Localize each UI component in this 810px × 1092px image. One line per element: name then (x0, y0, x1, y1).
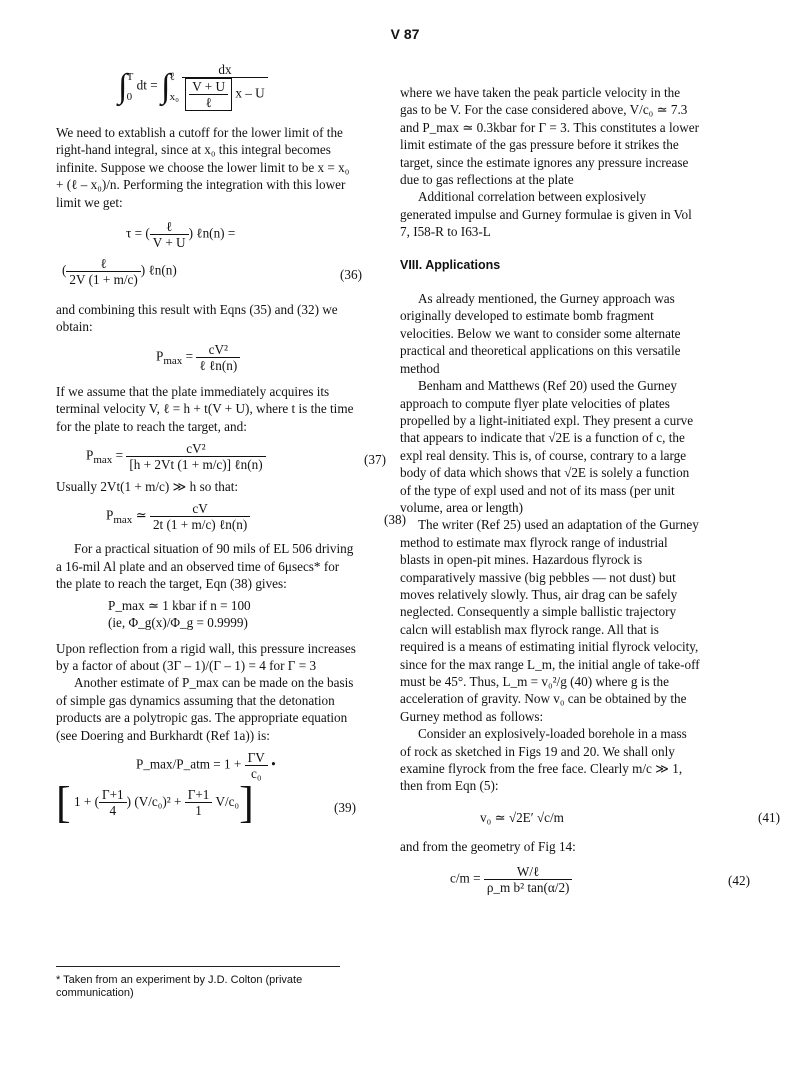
paragraph: and combining this result with Eqns (35) and (32) we obtain: (56, 302, 338, 335)
equation-42: c/m = $\frac{\text{W/ℓ}}{\text{ρ\_m b² tan(α/2)}}$ (42) (450, 863, 750, 895)
equation-number: (42) (728, 872, 750, 888)
equation-pmax: $P_{max}$ = $\frac{\text{cV²}}{\text{ℓ ℓn(n)}}$ (56, 342, 456, 373)
paragraph: where we have taken the peak particle velocity in the gas to be V. For the case considered above, V/c₀ ≃ 7.3 and P_max ≃ 0.3kbar for Γ = 3. This constitutes a lower limit estimate of the gas pressure before it strikes the target, since the estimate ignores any pressure increase due to gas reflections at the plate (400, 85, 699, 188)
paragraph: We need to extablish a cutoff for the lower limit of the right-hand integral, since at x₀ this integral becomes infinite. Suppose we choose the lower limit to be x = x₀ + (ℓ – x₀)/n. Performing the integration with this lower limit we get: (56, 125, 350, 210)
result-line: P_max ≃ 1 kbar if n = 100 (108, 597, 251, 613)
equation-number: (39) (334, 799, 356, 815)
equation-36: ( $\frac{\text{ℓ}}{2V (1 + m/c)}$ ) ℓn(n) (36) (62, 256, 362, 288)
paragraph: If we assume that the plate immediately acquires its terminal velocity V, ℓ = h + t(V + U), where t is the time for the plate to reach the target, and: (56, 383, 354, 434)
equation-39a: P_max/P_atm = 1 + $\frac{\Gamma V}{\text{c₀}}$ • (136, 749, 276, 781)
paragraph: Usually 2Vt(1 + m/c) ≫ h so that: (56, 479, 239, 495)
left-column (56, 62, 406, 827)
equation-number: (36) (340, 267, 362, 283)
equation-38: $P_{max}$ ≃ $\frac{cV}{\text{2t (1 + m/c) ℓn(n)}}$ (38) (106, 501, 406, 533)
paragraph: Consider an explosively-loaded borehole in a mass of rock as sketched in Figs 19 and 20. We shall only examine flyrock from the free face. Clearly m/c ≫ 1, then from Eqn (5): (400, 726, 687, 794)
paragraph: As already mentioned, the Gurney approach was originally developed to estimate bomb fragment velocities. Below we want to consider some alternate practical and theoretical applications on this versatile method (400, 291, 681, 376)
equation-41: v₀ ≃ √2E′ √c/m (41) (480, 809, 780, 825)
right-column (400, 84, 780, 895)
equation-37: $P_{max}$ = $\frac{\text{cV²}}{\text{[h + 2Vt (1 + m/c)] ℓn(n)}}$ (37) (86, 441, 386, 473)
result-line: (ie, Φ_g(x)/Φ_g = 0.9999) (108, 615, 248, 631)
paragraph: Upon reflection from a rigid wall, this pressure increases by a factor of about (3Γ – 1)/(Γ – 1) = 4 for Γ = 3 (56, 640, 356, 673)
paragraph: Benham and Matthews (Ref 20) used the Gurney approach to compute flyer plate velocities of plates propelled by a light-initiated expl. They present a curve that appears to indicate that √2E is a function of c, the expl real density. This is, of course, contrary to a large body of data which shows that √2E is solely a function of the type of expl used and not of its mass (per unit volume, area or length) (400, 378, 694, 515)
paragraph: Another estimate of P_max can be made on the basis of simple gas dynamics assuming that the detonation products are a polytropic gas. The appropriate equation (see Doering and Burkhardt (Ref 1a)) is: (56, 675, 354, 743)
paragraph: Additional correlation between explosively generated impulse and Gurney formulae is given in Vol 7, I58-R to I63-L (400, 189, 692, 240)
equation-39b: [ 1 + ( $\frac{\Gamma+1}{4}$ ) (V/c₀)² + $\frac{\Gamma+1}{1}$ V/c₀] (39) (56, 777, 356, 827)
page-number: V 87 (390, 26, 420, 42)
equation-tau: τ = ( $\frac{\text{ℓ}}{V + U}$ ) ℓn(n) = (126, 219, 236, 251)
equation-number: (38) (384, 512, 406, 528)
footnote: * Taken from an experiment by J.D. Colton (private communication) (56, 974, 303, 999)
equation-number: (37) (364, 452, 386, 468)
integrand-fraction: dx $\frac{V + U}{\text{ℓ}}$ x – U (182, 62, 267, 111)
paragraph: The writer (Ref 25) used an adaptation of the Gurney method to estimate max flyrock range of industrial blasts in open-pit mines. Hazardous flyrock is comparatively massive (big pebbles — not dust) but moves relatively slowly. Thus, air drag can be safely neglected. Consequently a simple ballistic trajectory calcn will establish max flyrock range. All that is required is a means of estimating initial flyrock velocity, since for the max range L_m, the initial angle of take-off must be 45°. Thus, L_m = v₀²/g (40) where g is the acceleration of gravity. Now v₀ can be obtained by the Gurney method as follows: (400, 517, 700, 724)
paragraph: For a practical situation of 90 mils of EL 506 driving a 16-mil Al plate and an observed time of 6μsecs* for the plate to reach the target, Eqn (38) gives: (56, 541, 354, 592)
footnote-divider (56, 966, 340, 967)
equation-number: (41) (758, 809, 780, 825)
section-heading: VIII. Applications (400, 257, 501, 272)
equation-integral: ∫ T 0 dt = ∫ ℓ x₀ dx $\frac{V + U}{\text{ℓ}}$ x – U (56, 62, 418, 124)
paragraph: and from the geometry of Fig 14: (400, 839, 576, 855)
